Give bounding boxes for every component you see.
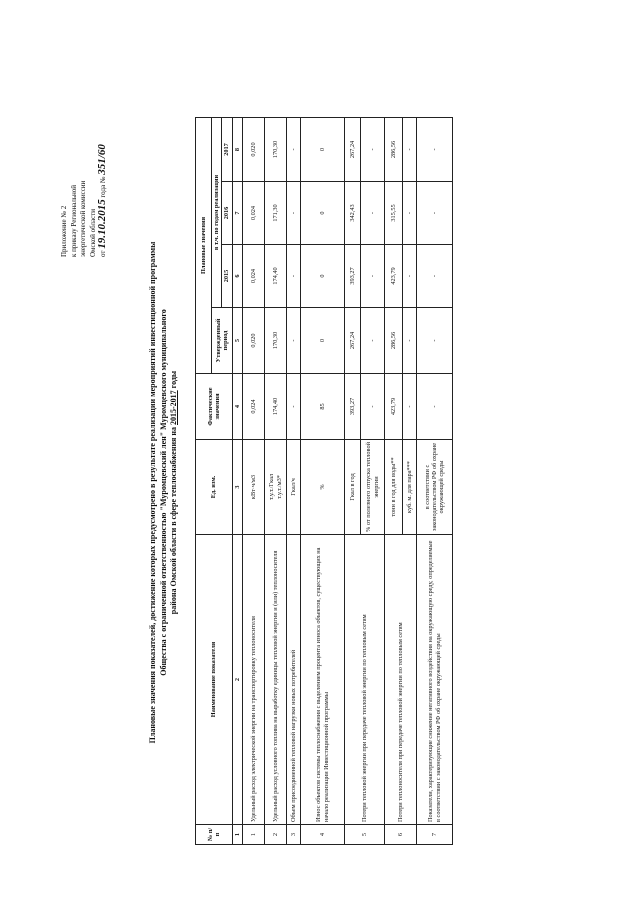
header-year: 2017 <box>222 117 232 181</box>
appendix-line: энергетической комиссии <box>79 180 88 257</box>
row-2017: - <box>361 117 385 181</box>
row-actual: - <box>287 374 301 440</box>
table-row <box>265 117 287 844</box>
handwritten-date: 19.10.2015 <box>96 199 109 249</box>
row-2016: - <box>403 182 417 245</box>
column-number: 7 <box>232 182 242 245</box>
row-2017: - <box>403 117 417 181</box>
appendix-line: Приложение № 2 <box>60 205 68 257</box>
row-approved: - <box>361 308 385 374</box>
table-row <box>385 117 403 844</box>
row-unit: куб. м. для пара*** <box>403 440 417 535</box>
row-2017: 0,020 <box>243 117 265 181</box>
appendix-line: к приказу Региональной <box>69 184 78 257</box>
row-2017: - <box>287 117 301 181</box>
row-num: 3 <box>287 825 301 845</box>
title-text: годы <box>169 370 179 391</box>
row-unit: % от полезного отпуска тепловой энергии <box>361 440 385 535</box>
row-actual: 0,024 <box>243 374 265 440</box>
row-num: 1 <box>243 825 265 845</box>
document-title <box>148 140 180 845</box>
row-2016: 0,024 <box>243 182 265 245</box>
title-text: района Омской области в сфере теплоснабжения на <box>169 425 179 615</box>
header-actual: Фактические значения <box>196 374 233 440</box>
row-unit: тонн в год для воды** <box>385 440 403 535</box>
row-num: 2 <box>265 825 287 845</box>
row-approved: 170,30 <box>265 308 287 374</box>
title-line: Плановые значения показателей, достижение которых предусмотрено в результате реализации мероприятий инвестиционной программы <box>148 241 157 744</box>
header-by-year: в т.ч. по годам реализации <box>212 117 222 307</box>
handwritten-number: 351/60 <box>96 144 109 175</box>
row-name: Потери теплоносителя при передаче тепловой энергии по тепловым сетям <box>385 535 417 825</box>
row-approved: - <box>417 308 453 374</box>
row-2015: 393,27 <box>345 245 361 308</box>
row-2015: 174,40 <box>265 245 287 308</box>
table-row <box>287 117 301 844</box>
row-2017: 286,56 <box>385 117 403 181</box>
row-2016: - <box>287 182 301 245</box>
row-2016: 315,55 <box>385 182 403 245</box>
column-number: 8 <box>232 117 242 181</box>
row-2016: 0 <box>301 182 345 245</box>
row-name: Удельный расход электрической энергии на транспортировку теплоносителя <box>243 535 265 825</box>
row-2015: - <box>287 245 301 308</box>
date-prefix: от <box>99 250 108 257</box>
row-2017: - <box>417 117 453 181</box>
row-2015: 0 <box>301 245 345 308</box>
header-year: 2015 <box>222 245 232 308</box>
number-prefix: года № <box>99 176 108 198</box>
title-line <box>169 140 180 845</box>
row-name: Износ объектов системы теплоснабжения с выделением процента износа объектов, существующих на начало реализации Инвестиционной программы <box>301 535 345 825</box>
column-number: 4 <box>232 374 242 440</box>
row-approved: 267,24 <box>345 308 361 374</box>
column-number: 1 <box>232 825 242 845</box>
header-unit: Ед. изм. <box>196 440 233 535</box>
appendix-header <box>60 57 109 257</box>
row-2016: 342,43 <box>345 182 361 245</box>
row-2016: 171,30 <box>265 182 287 245</box>
row-2015: - <box>361 245 385 308</box>
title-line: Общества с ограниченной ответственностью "Муромцевский лен" Муромцевского муниципального <box>158 309 168 676</box>
row-num: 6 <box>385 825 417 845</box>
row-unit <box>265 440 287 535</box>
table-row <box>301 117 345 844</box>
row-actual: 423,79 <box>385 374 403 440</box>
row-2017: 170,30 <box>265 117 287 181</box>
row-name: Объем присоединенной тепловой нагрузки новых потребителей <box>287 535 301 825</box>
row-approved: - <box>287 308 301 374</box>
row-2016: - <box>417 182 453 245</box>
header-planned: Плановые значения <box>196 117 212 373</box>
header-num: № п/п <box>196 825 233 845</box>
row-2015: 0,024 <box>243 245 265 308</box>
row-2015: 423,79 <box>385 245 403 308</box>
row-num: 5 <box>345 825 385 845</box>
appendix-date-line <box>98 57 109 257</box>
indicators-table <box>195 117 453 845</box>
row-unit: кВт·ч/м3 <box>243 440 265 535</box>
row-unit: Гкал в год <box>345 440 361 535</box>
row-actual: - <box>417 374 453 440</box>
row-unit: Гкал/ч <box>287 440 301 535</box>
row-actual: 393,27 <box>345 374 361 440</box>
row-num: 7 <box>417 825 453 845</box>
header-name: Наименование показателя <box>196 535 233 825</box>
row-name: Потери тепловой энергии при передаче тепловой энергии по тепловым сетям <box>345 535 385 825</box>
row-actual: 174,40 <box>265 374 287 440</box>
row-2015: - <box>417 245 453 308</box>
row-name: Показатели, характеризующие снижение негативного воздействия на окружающую среду, определяемые в соответствии с законодательством РФ об охране окружающей среды <box>417 535 453 825</box>
row-approved: 0 <box>301 308 345 374</box>
table-row <box>417 117 453 844</box>
header-row <box>196 117 212 844</box>
row-2015: - <box>403 245 417 308</box>
unit-line: т.у.т./м3* <box>275 475 283 499</box>
unit-line: т.у.т./Гкал <box>268 473 276 501</box>
row-2017: 0 <box>301 117 345 181</box>
table-row <box>243 117 265 844</box>
column-number: 3 <box>232 440 242 535</box>
row-approved: 286,56 <box>385 308 403 374</box>
column-number: 2 <box>232 535 242 825</box>
row-num: 4 <box>301 825 345 845</box>
column-number-row <box>232 117 242 844</box>
header-approved: Утвержденный период <box>212 308 233 374</box>
row-actual: - <box>403 374 417 440</box>
row-2016: - <box>361 182 385 245</box>
header-year: 2016 <box>222 182 232 245</box>
row-unit: % <box>301 440 345 535</box>
row-2017: 267,24 <box>345 117 361 181</box>
table-row <box>345 117 361 844</box>
row-actual: - <box>361 374 385 440</box>
row-actual: 85 <box>301 374 345 440</box>
column-number: 5 <box>232 308 242 374</box>
column-number: 6 <box>232 245 242 308</box>
row-approved: - <box>403 308 417 374</box>
appendix-line: Омской области <box>88 208 97 257</box>
title-period: 2015-2017 <box>169 390 179 425</box>
row-name: Удельный расход условного топлива на выработку единицы тепловой энергии и (или) теплоносителя <box>265 535 287 825</box>
row-approved: 0,020 <box>243 308 265 374</box>
row-unit: в соответствии с законодательством РФ об охране окружающей среды <box>417 440 453 535</box>
